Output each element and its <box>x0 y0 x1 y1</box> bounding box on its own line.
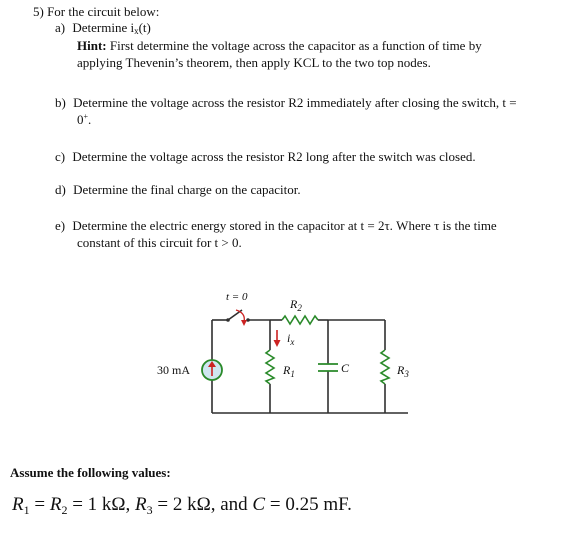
part-c-label: c) <box>55 149 66 164</box>
part-b-line1: Determine the voltage across the resistor R2 immediately after closing the switch, t = <box>73 95 517 110</box>
circuit-diagram <box>0 280 579 430</box>
ix-arrow <box>274 330 281 347</box>
switch <box>226 310 250 326</box>
part-e-label: e) <box>55 218 66 233</box>
given-values <box>12 494 352 517</box>
part-b-sup: + <box>83 112 89 121</box>
given-r1: R <box>12 494 24 515</box>
part-b-end: . <box>88 112 92 127</box>
part-e-line2: constant of this circuit for t > 0. <box>77 235 242 250</box>
given-r3-sub: 3 <box>146 503 153 517</box>
part-a-text-sub: x <box>134 26 139 36</box>
part-a-hint-line2: applying Thevenin’s theorem, then apply KCL to the two top nodes. <box>77 55 431 70</box>
r3-label: $R_3$ <box>397 363 409 379</box>
given-eq2: = 1 kΩ, <box>67 494 136 515</box>
part-b-zero: 0 <box>77 112 84 127</box>
given-r2-sub: 2 <box>61 503 68 517</box>
part-d-label: d) <box>55 182 66 197</box>
given-r1-sub: 1 <box>23 503 30 517</box>
part-a-text-end: (t) <box>138 20 151 35</box>
current-source <box>202 360 222 380</box>
hint-text-1: First determine the voltage across the capacitor as a function of time by <box>106 38 482 53</box>
r1-resistor <box>266 350 274 384</box>
given-eq3: = 2 kΩ, and <box>152 494 253 515</box>
part-a-text: Determine i <box>72 20 135 35</box>
r1-label: $R_1$ <box>283 363 295 379</box>
part-a-label: a) <box>55 20 66 35</box>
problem-title: 5) For the circuit below: <box>33 4 160 19</box>
source-label: 30 mA <box>157 363 190 377</box>
part-c <box>55 148 476 165</box>
part-b-label: b) <box>55 95 66 110</box>
part-b <box>55 94 517 111</box>
capacitor <box>318 364 338 371</box>
part-a-hint-line1 <box>77 37 482 54</box>
r2-label: $R_2$ <box>290 297 302 313</box>
circuit-wires <box>212 320 408 413</box>
hint-label: Hint: <box>77 38 107 53</box>
given-r3: R <box>135 494 147 515</box>
c-label: C <box>341 361 350 375</box>
given-c: C <box>252 494 266 515</box>
part-d <box>55 181 301 198</box>
ix-label: $i_x$ <box>287 331 295 347</box>
part-a <box>55 19 151 38</box>
part-b-line2 <box>77 111 91 130</box>
given-r2: R <box>49 494 62 515</box>
r2-resistor <box>282 316 318 324</box>
assume-heading: Assume the following values: <box>10 465 171 480</box>
switch-label: t = 0 <box>226 291 248 303</box>
part-c-text: Determine the voltage across the resistor R2 long after the switch was closed. <box>72 149 476 164</box>
given-eq4: = 0.25 mF. <box>265 494 352 515</box>
part-e <box>55 217 497 234</box>
r3-resistor <box>381 350 389 384</box>
part-e-line1: Determine the electric energy stored in the capacitor at t = 2τ. Where τ is the time <box>72 218 497 233</box>
part-d-text: Determine the final charge on the capacitor. <box>73 182 301 197</box>
given-eq1: = <box>29 494 50 515</box>
